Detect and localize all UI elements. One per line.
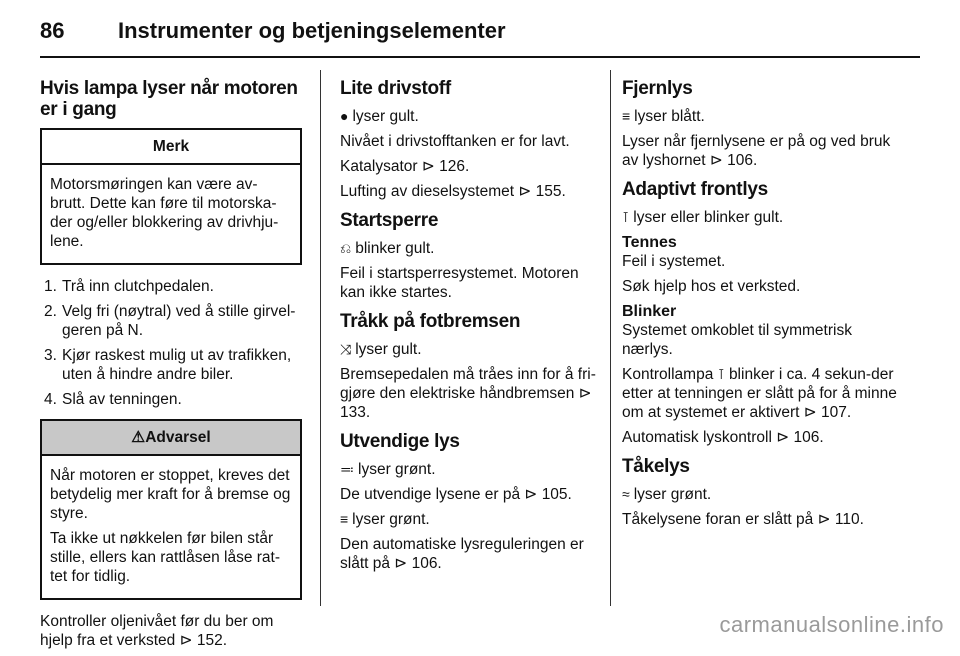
list-item: 1. Trå inn clutchpedalen. xyxy=(44,278,214,295)
header-rule xyxy=(40,56,920,58)
body-text: Automatisk lyskontroll ⊳ 106. xyxy=(622,429,824,446)
section-heading: Hvis lampa lyser når motoren er i gang xyxy=(40,78,298,120)
body-text: De utvendige lysene er på ⊳ 105. xyxy=(340,486,572,503)
body-text: Kontroller oljenivået før du ber om hjelp fra et verksted ⊳ 152. xyxy=(40,613,274,649)
page-header xyxy=(40,14,920,50)
section-heading: Startsperre xyxy=(340,210,439,231)
warning-title: Advarsel xyxy=(145,429,211,446)
column-3: Fjernlys ≡ lyser blått. Lyser når fjernlysene er på og ved bruk av lyshornet ⊳ 106. Adaptivt frontlys ⊺ lyser eller blinker gult. Tennes Feil i systemet. Søk hjelp hos et verksted. Blinker Systemet omkoblet til symmetrisk nærlys. Kontrollampa ⊺ blinker i ca. 4 sekun-der etter at tenningen er slått på for å minne om at systemet er aktivert ⊳ 107. Automatisk lyskontroll ⊳ 106. Tåkelys ≈ lyser grønt. Tåkelysene foran er slått på ⊳ 110. xyxy=(622,70,904,535)
body-text: Lufting av dieselsystemet ⊳ 155. xyxy=(340,183,566,200)
exterior-light-lamp-icon: ≕ xyxy=(340,461,354,477)
section-heading: Tåkelys xyxy=(622,456,690,477)
body-text: Systemet omkoblet til symmetrisk nærlys. xyxy=(622,322,852,358)
warning-triangle-icon: ⚠ xyxy=(131,429,146,446)
subheading: Blinker xyxy=(622,303,677,320)
fuel-lamp-icon: ● xyxy=(340,108,349,124)
body-text: Tåkelysene foran er slått på ⊳ 110. xyxy=(622,511,864,528)
section-heading: Adaptivt frontlys xyxy=(622,179,768,200)
watermark: carmanualsonline.info xyxy=(719,612,944,637)
list-item: 4. Slå av tenningen. xyxy=(44,391,182,408)
warning-box xyxy=(40,419,302,600)
high-beam-lamp-icon: ≡ xyxy=(622,108,631,124)
column-1 xyxy=(40,70,302,656)
list-item: 2. Velg fri (nøytral) ved å stille girvel-geren på N. xyxy=(44,303,296,339)
note-text: Motorsmøringen kan være av-brutt. Dette kan føre til motorska-der og/eller blokkering av drivhju-lene. xyxy=(50,176,279,250)
warning-text: Når motoren er stoppet, kreves det betydelig mer kraft for å bremse og styre. xyxy=(50,467,291,522)
section-heading: Tråkk på fotbremsen xyxy=(340,311,521,332)
afl-lamp-icon: ⊺ xyxy=(622,209,630,225)
note-box xyxy=(40,128,302,265)
body-text: Kontrollampa ⊺ blinker i ca. 4 sekun-der etter at tenningen er slått på for å minne om at systemet er aktivert ⊳ 107. xyxy=(622,366,897,421)
body-text: Feil i systemet. xyxy=(622,253,726,270)
section-heading: Fjernlys xyxy=(622,78,693,99)
list-item: 3. Kjør raskest mulig ut av trafikken, uten å hindre andre biler. xyxy=(44,347,292,383)
auto-light-lamp-icon: ≡ xyxy=(340,511,349,527)
page-title: Instrumenter og betjeningselementer xyxy=(118,18,506,43)
body-text: Feil i startsperresystemet. Motoren kan ikke startes. xyxy=(340,265,579,301)
warning-header xyxy=(42,421,300,456)
brake-pedal-lamp-icon: ⤨ xyxy=(340,341,352,357)
body-text: Lyser når fjernlysene er på og ved bruk av lyshornet ⊳ 106. xyxy=(622,133,891,169)
body-text: Den automatiske lysreguleringen er slått på ⊳ 106. xyxy=(340,536,584,572)
fog-light-lamp-icon: ≈ xyxy=(622,486,630,502)
section-heading: Lite drivstoff xyxy=(340,78,451,99)
body-text: Nivået i drivstofftanken er for lavt. xyxy=(340,133,570,150)
steps-list xyxy=(40,277,302,409)
body-text: Katalysator ⊳ 126. xyxy=(340,158,470,175)
body-text: Søk hjelp hos et verksted. xyxy=(622,278,801,295)
body-text: Bremsepedalen må tråes inn for å fri-gjøre den elektriske håndbremsen ⊳ 133. xyxy=(340,366,596,421)
column-divider xyxy=(610,70,611,606)
column-2: Lite drivstoff ● lyser gult. Nivået i drivstofftanken er for lavt. Katalysator ⊳ 126. Lufting av dieselsystemet ⊳ 155. Startsperre ⎌ blinker gult. Feil i startsperresystemet. Motoren kan ikke startes. Tråkk på fotbremsen ⤨ lyser gult. Bremsepedalen må tråes inn for å fri-gjøre den elektriske håndbremsen ⊳ 133. Utvendige lys ≕ lyser grønt. De utvendige lysene er på ⊳ 105. ≡ lyser grønt. Den automatiske lysreguleringen er slått på ⊳ 106. xyxy=(340,70,602,579)
page-number: 86 xyxy=(40,18,65,43)
afl-lamp-icon: ⊺ xyxy=(717,366,725,382)
immobiliser-lamp-icon: ⎌ xyxy=(340,240,352,256)
column-divider xyxy=(320,70,321,606)
subheading: Tennes xyxy=(622,234,677,251)
section-heading: Utvendige lys xyxy=(340,431,460,452)
warning-text: Ta ikke ut nøkkelen før bilen står stille, ellers kan rattlåsen låse rat-tet for tidlig. xyxy=(50,530,281,585)
note-title: Merk xyxy=(42,130,300,165)
